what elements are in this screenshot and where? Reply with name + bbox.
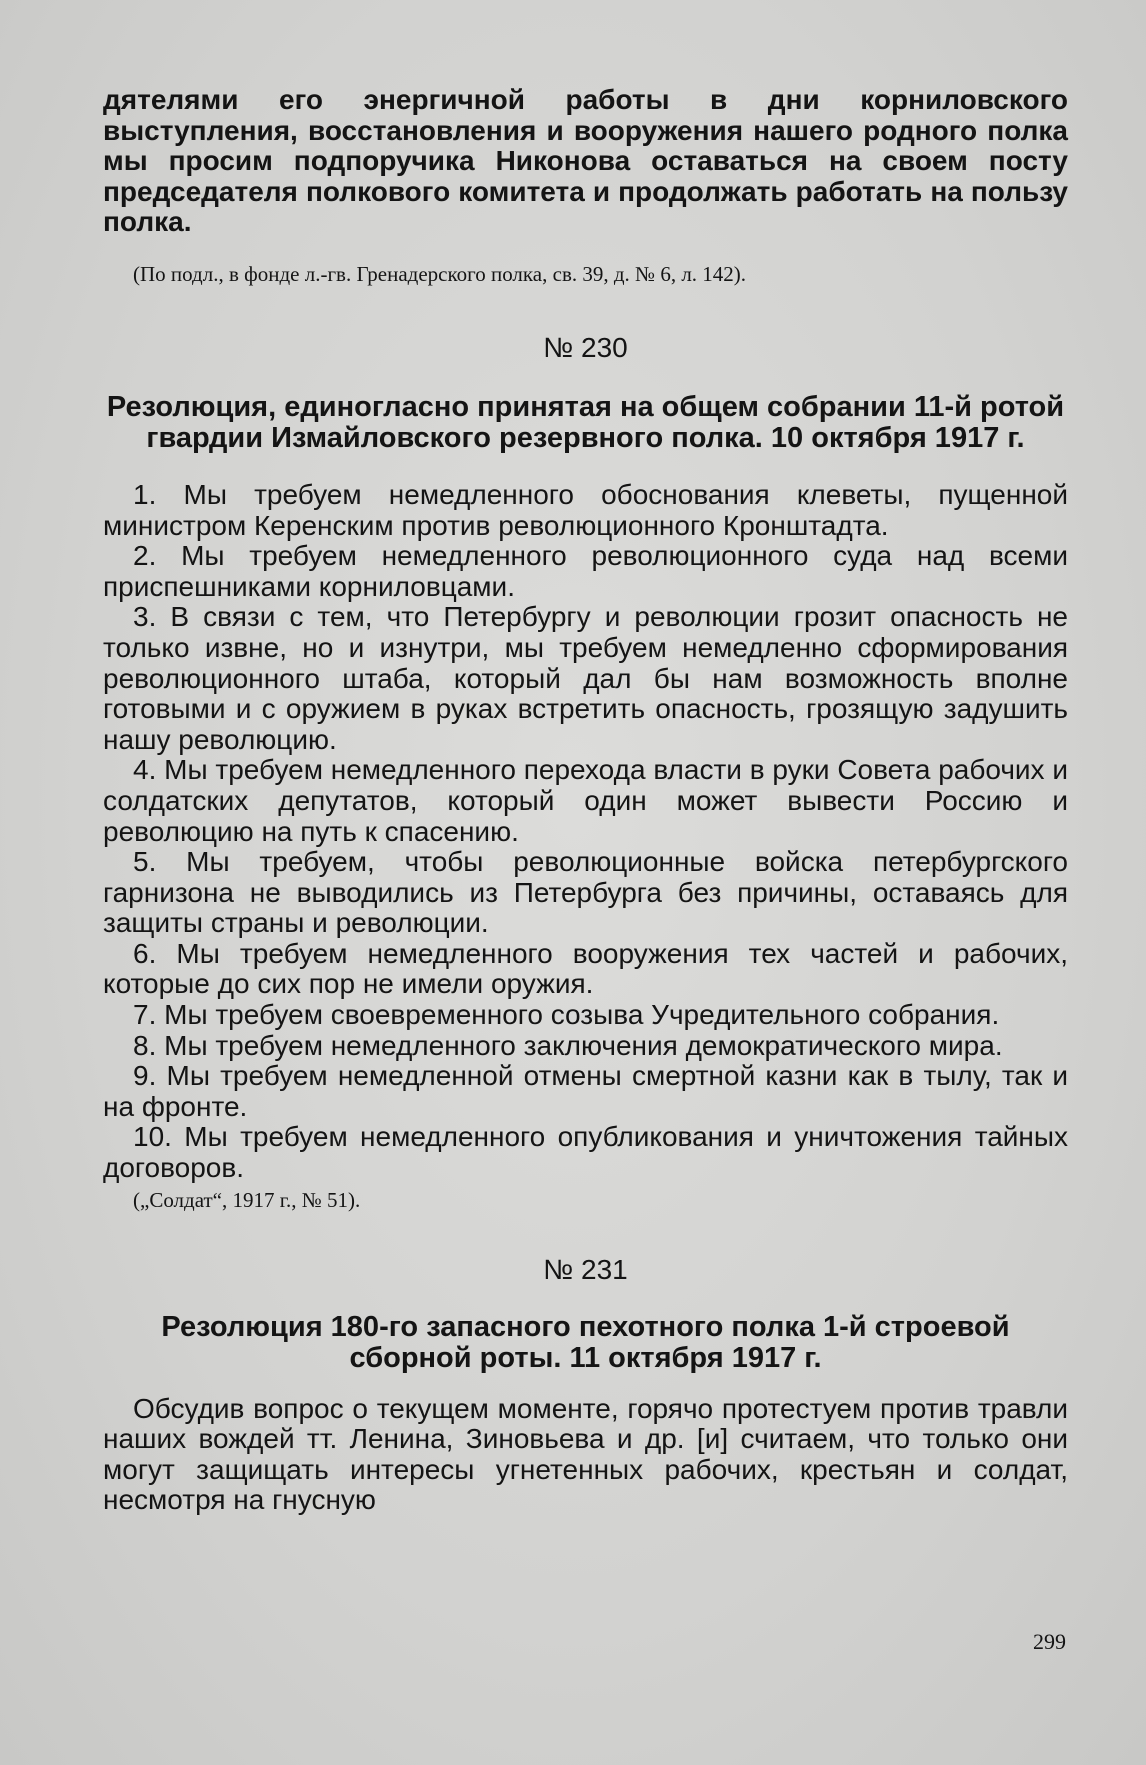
resolution-item: 9. Мы требуем немедленной отмены смертной казни как в тылу, так и на фронте. (103, 1060, 1068, 1122)
resolution-item: 10. Мы требуем немедленного опубликования и уничтожения тайных договоров. (103, 1121, 1068, 1184)
document-number-230: № 230 (543, 331, 628, 363)
page-number: 299 (1033, 1629, 1066, 1654)
document-heading-231: Резолюция 180-го запасного пехотного полка 1-й строевой сборной роты. 11 октября 1917 г. (161, 1310, 1010, 1374)
resolution-item: 6. Мы требуем немедленного вооружения тех частей и рабочих, которые до сих пор не имели оружия. (103, 937, 1068, 1000)
resolution-item: 8. Мы требуем немедленного заключения демократического мира. (133, 1029, 1003, 1061)
document-heading-230: Резолюция, единогласно принятая на общем собрании 11-й ротой гвардии Измайловского резервного полка. 10 октября 1917 г. (106, 390, 1065, 454)
resolution-items (103, 480, 1068, 1184)
resolution-item: 3. В связи с тем, что Петербургу и революции грозит опасность не только извне, но и изнутри, мы требуем немедленно сформирования революционного штаба, который дал бы нам возможность вполне готовыми и с оружием в руках встретить опасность, грозящую задушить нашу революцию. (103, 601, 1068, 755)
source-note-230: („Солдат“, 1917 г., № 51). (133, 1187, 361, 1212)
resolution-item: 1. Мы требуем немедленного обоснования клеветы, пущенной министром Керенским против революционного Кронштадта. (103, 478, 1068, 541)
resolution-item: 5. Мы требуем, чтобы революционные войска петербургского гарнизона не выводились из Петербурга без причины, оставаясь для защиты страны и революции. (103, 846, 1068, 939)
continuation-paragraph: дятелями его энергичной работы в дни корниловского выступления, восстановления и вооружения нашего родного полка мы просим подпоручика Никонова оставаться на своем посту председателя полкового комитета и продолжать работать на пользу полка. (103, 84, 1068, 238)
document-body-231: Обсудив вопрос о текущем моменте, горячо протестуем против травли наших вождей тт. Ленина, Зиновьева и др. [и] считаем, что только они могут защищать интересы угнетенных рабочих, крестьян и солдат, несмотря на гнусную (103, 1392, 1068, 1516)
resolution-item: 2. Мы требуем немедленного революционного суда над всеми приспешниками корниловцами. (103, 540, 1068, 602)
resolution-item: 4. Мы требуем немедленного перехода власти в руки Совета рабочих и солдатских депутатов, который один может вывести Россию и революцию на путь к спасению. (103, 754, 1068, 847)
document-number-231: № 231 (543, 1253, 628, 1285)
resolution-item: 7. Мы требуем своевременного созыва Учредительного собрания. (133, 999, 1000, 1031)
source-note-prev: (По подл., в фонде л.-гв. Гренадерского полка, св. 39, д. № 6, л. 142). (133, 261, 747, 286)
